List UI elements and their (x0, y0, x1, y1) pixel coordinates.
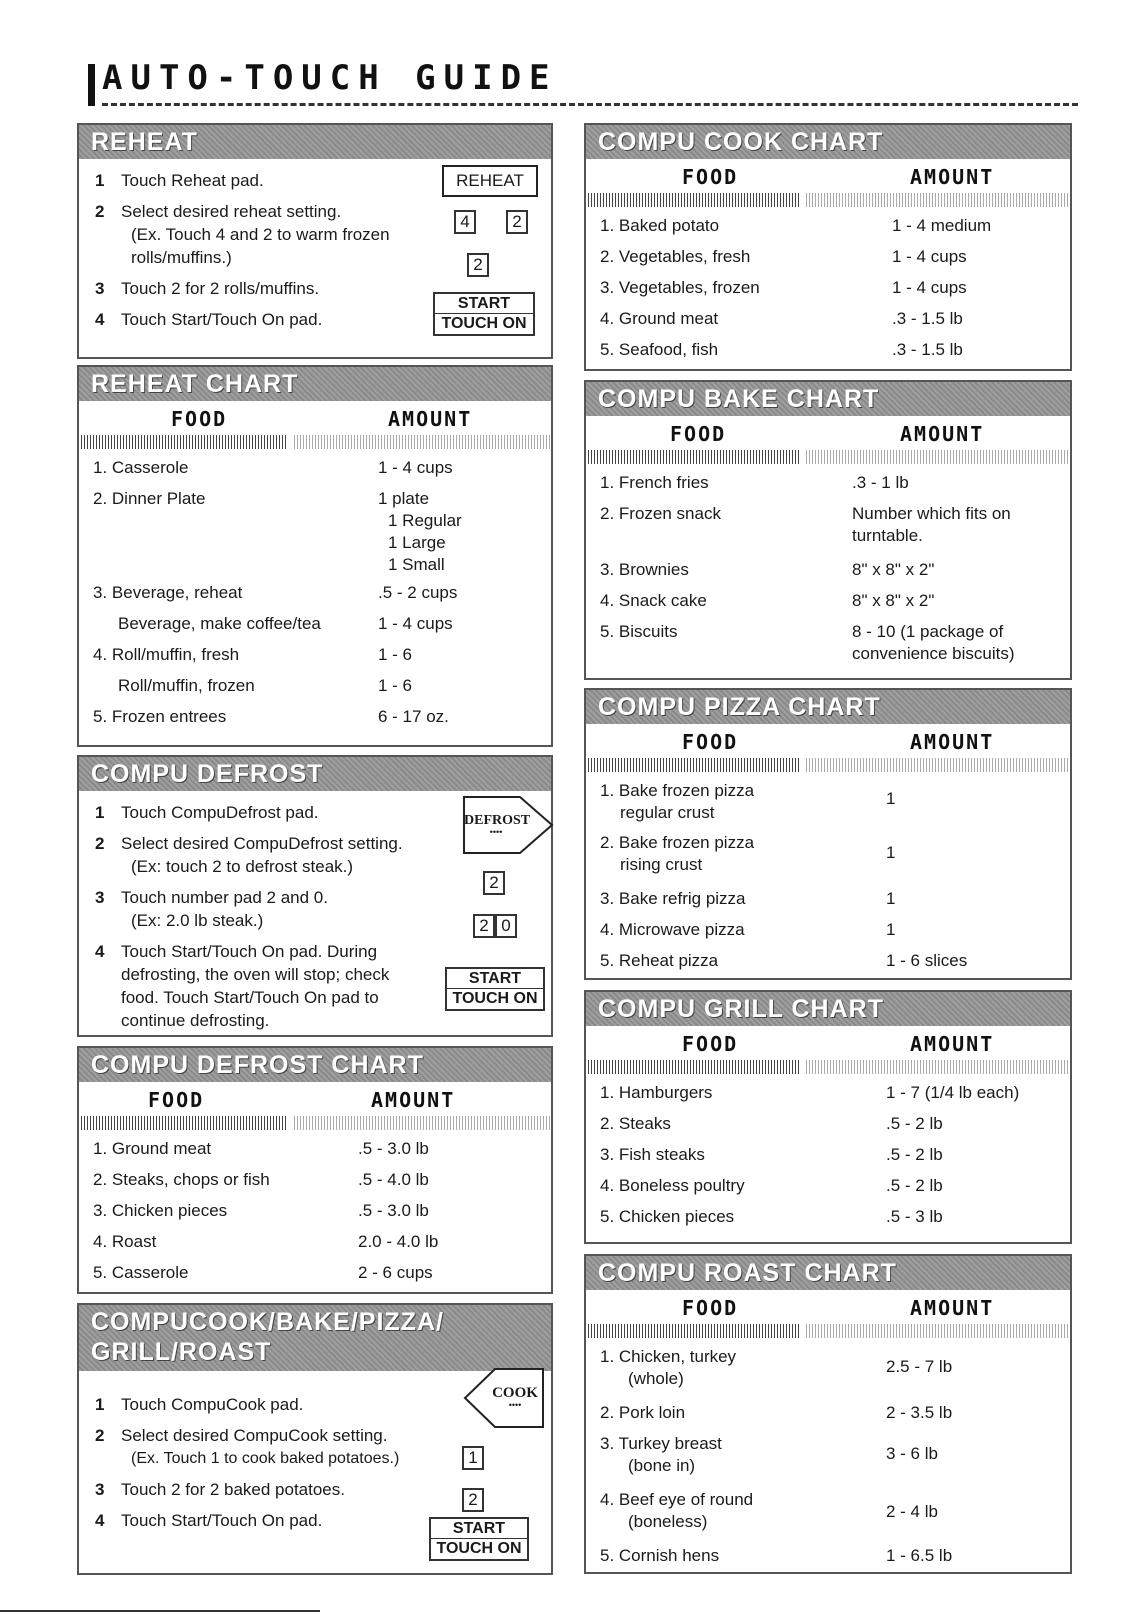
header-line-2: GRILL/ROAST (91, 1338, 272, 1366)
food-line: 1. Bake frozen pizza (600, 781, 755, 800)
compu-grill-chart-panel (584, 990, 1072, 1244)
amount-line: Number which fits on (852, 504, 1011, 523)
compu-grill-chart-rows (586, 1074, 1070, 1233)
compu-bake-chart-header: COMPU BAKE CHART (586, 382, 1070, 416)
amount-column-header: AMOUNT (910, 730, 995, 754)
food-column-header: FOOD (682, 730, 739, 754)
chart-column-headers (600, 165, 1056, 193)
step-number: 4 (95, 1511, 105, 1530)
chart-column-headers (600, 1032, 1056, 1060)
food-cell (600, 1489, 870, 1533)
amount-cell: 1 - 4 cups (892, 247, 967, 266)
table-row (93, 1134, 541, 1165)
amount-cell: 1 - 4 cups (378, 614, 453, 633)
food-line: 3. Turkey breast (600, 1434, 722, 1453)
food-cell: 4. Microwave pizza (600, 920, 745, 939)
amount-cell: 2 - 6 cups (358, 1263, 433, 1282)
food-cell: 2. Steaks, chops or fish (93, 1170, 270, 1189)
start-touch-on-key (433, 292, 535, 336)
food-cell: 1. Ground meat (93, 1139, 212, 1158)
amount-cell: .5 - 3.0 lb (358, 1139, 429, 1158)
reheat-chart-rows (79, 449, 551, 733)
table-row (93, 1196, 541, 1227)
food-cell (600, 1433, 870, 1477)
amount-cell: 3 - 6 lb (886, 1444, 938, 1463)
bottom-rule (0, 1610, 320, 1612)
step-text: Select desired reheat setting. (121, 202, 342, 221)
table-row (600, 499, 1060, 555)
header-stripe (588, 1060, 1070, 1074)
step-number: 3 (95, 279, 105, 298)
food-cell: 5. Seafood, fish (600, 340, 719, 359)
amount-cell: 1 - 6.5 lb (886, 1546, 953, 1565)
food-cell: 3. Brownies (600, 560, 689, 579)
step-text: defrosting, the oven will stop; check (121, 965, 390, 984)
amount-cell (852, 621, 1015, 665)
amount-cell: 1 - 4 cups (378, 458, 453, 477)
food-cell: 4. Boneless poultry (600, 1176, 745, 1195)
title-dashed-rule (102, 103, 1078, 106)
food-cell (600, 832, 870, 876)
step-number: 2 (95, 1426, 105, 1445)
reheat-key: REHEAT (442, 165, 538, 197)
touch-on-label: TOUCH ON (447, 988, 543, 1008)
amount-cell: 2.5 - 7 lb (886, 1357, 953, 1376)
food-column-header: FOOD (682, 1296, 739, 1320)
compu-roast-chart-rows (586, 1338, 1070, 1572)
table-row (93, 453, 541, 484)
header-stripe (81, 435, 551, 449)
food-column-header: FOOD (148, 1088, 205, 1112)
number-key-2: 2 (473, 914, 495, 938)
food-column-header: FOOD (682, 1032, 739, 1056)
amount-column-header: AMOUNT (900, 422, 985, 446)
start-label: START (468, 970, 522, 987)
food-column-header: FOOD (670, 422, 727, 446)
table-row (600, 617, 1060, 667)
amount-cell: .5 - 2 lb (886, 1145, 943, 1164)
start-label: START (457, 295, 511, 312)
table-row (93, 640, 541, 671)
cook-key-dots: •••• (508, 1400, 522, 1410)
table-row (93, 671, 541, 702)
step-text: (Ex. Touch 4 and 2 to warm frozen (131, 225, 390, 244)
step-number: 3 (95, 888, 105, 907)
food-cell: 1. Hamburgers (600, 1083, 713, 1102)
food-cell: 4. Roll/muffin, fresh (93, 645, 240, 664)
touch-on-label: TOUCH ON (435, 313, 533, 333)
food-line: 2. Bake frozen pizza (600, 833, 755, 852)
number-key-2: 2 (462, 1488, 484, 1512)
compu-bake-chart-rows (586, 464, 1070, 667)
amount-line: turntable. (852, 526, 923, 545)
food-cell: 4. Roast (93, 1232, 157, 1251)
amount-cell: .5 - 2 lb (886, 1176, 943, 1195)
table-row (600, 915, 1060, 946)
amount-line: 1 Large (388, 533, 446, 552)
table-row (600, 1398, 1060, 1429)
food-cell (600, 1346, 870, 1390)
amount-cell: .3 - 1 lb (852, 473, 909, 492)
amount-cell: 2 - 3.5 lb (886, 1403, 953, 1422)
table-row (93, 578, 541, 609)
food-cell: 4. Snack cake (600, 591, 707, 610)
amount-line: convenience biscuits) (852, 644, 1015, 663)
chart-column-headers (600, 1296, 1056, 1324)
amount-cell: 8" x 8" x 2" (852, 560, 935, 579)
defrost-key-dots: •••• (489, 827, 503, 837)
food-cell: 5. Reheat pizza (600, 951, 719, 970)
compu-defrost-chart-rows (79, 1130, 551, 1289)
table-row (600, 1140, 1060, 1171)
food-column-header: FOOD (171, 407, 228, 431)
amount-cell: .3 - 1.5 lb (892, 340, 963, 359)
food-cell: 2. Steaks (600, 1114, 671, 1133)
amount-column-header: AMOUNT (910, 165, 995, 189)
amount-cell: .5 - 2 lb (886, 1114, 943, 1133)
table-row (600, 468, 1060, 499)
food-cell: 2. Pork loin (600, 1403, 686, 1422)
food-cell: 3. Fish steaks (600, 1145, 705, 1164)
amount-cell: 1 - 7 (1/4 lb each) (886, 1083, 1020, 1102)
food-cell: 1. French fries (600, 473, 709, 492)
step-number: 1 (95, 171, 105, 190)
food-cell: Roll/muffin, frozen (118, 676, 255, 695)
table-row (600, 1541, 1060, 1572)
step-text: Touch Reheat pad. (121, 171, 264, 190)
compucook-multi-header (79, 1305, 551, 1371)
amount-cell: 1 - 6 (378, 676, 413, 695)
compu-defrost-chart-header: COMPU DEFROST CHART (79, 1048, 551, 1082)
food-cell: 3. Vegetables, frozen (600, 278, 760, 297)
start-touch-on-key (429, 1517, 529, 1561)
table-row (600, 1109, 1060, 1140)
compu-roast-chart-header: COMPU ROAST CHART (586, 1256, 1070, 1290)
compu-cook-chart-header: COMPU COOK CHART (586, 125, 1070, 159)
header-stripe (588, 193, 1070, 207)
amount-cell: 8" x 8" x 2" (852, 591, 935, 610)
food-line: 1. Chicken, turkey (600, 1347, 737, 1366)
step-number: 2 (95, 834, 105, 853)
header-stripe (588, 758, 1070, 772)
compu-cook-chart-panel (584, 123, 1072, 371)
compu-roast-chart-panel (584, 1254, 1072, 1574)
amount-cell: 1 (886, 889, 896, 908)
header-stripe (81, 1116, 551, 1130)
number-key-4: 4 (454, 210, 476, 234)
reheat-chart-panel (77, 365, 553, 747)
step-text: Touch Start/Touch On pad. During (121, 942, 378, 961)
food-column-header: FOOD (682, 165, 739, 189)
food-cell: 1. Casserole (93, 458, 189, 477)
amount-cell: 6 - 17 oz. (378, 707, 449, 726)
amount-cell: 1 - 6 slices (886, 951, 968, 970)
number-key-2: 2 (506, 210, 528, 234)
compu-grill-chart-header: COMPU GRILL CHART (586, 992, 1070, 1026)
table-row (600, 1202, 1060, 1233)
table-row (93, 609, 541, 640)
step-number: 1 (95, 1395, 105, 1414)
food-cell: 5. Biscuits (600, 622, 678, 641)
amount-cell: 1 - 4 medium (892, 216, 992, 235)
amount-cell: 1 - 4 cups (892, 278, 967, 297)
table-row (600, 242, 1060, 273)
food-cell: 2. Vegetables, fresh (600, 247, 751, 266)
table-row (600, 946, 1060, 977)
amount-cell: 1 (886, 920, 896, 939)
compu-bake-chart-panel (584, 380, 1072, 680)
touch-on-label: TOUCH ON (431, 1538, 527, 1558)
table-row (600, 555, 1060, 586)
chart-column-headers (600, 422, 1056, 450)
header-stripe (588, 450, 1070, 464)
food-line: 4. Beef eye of round (600, 1490, 754, 1509)
step-number: 3 (95, 1480, 105, 1499)
compu-pizza-chart-header: COMPU PIZZA CHART (586, 690, 1070, 724)
amount-column-header: AMOUNT (910, 1032, 995, 1056)
food-cell: 3. Chicken pieces (93, 1201, 228, 1220)
amount-line: 1 Regular (388, 511, 462, 530)
table-row (600, 884, 1060, 915)
table-row (93, 1258, 541, 1289)
food-cell: 5. Casserole (93, 1263, 189, 1282)
food-line: regular crust (620, 803, 715, 822)
chart-column-headers (93, 1088, 537, 1116)
number-key-0: 0 (495, 914, 517, 938)
step-text: rolls/muffins.) (131, 248, 232, 267)
food-line: (whole) (628, 1369, 684, 1388)
chart-column-headers (93, 407, 537, 435)
table-row (93, 1227, 541, 1258)
step-text: Touch CompuCook pad. (121, 1395, 304, 1414)
table-row (93, 1165, 541, 1196)
amount-cell: .5 - 2 cups (378, 583, 458, 602)
amount-cell: 1 (886, 843, 896, 862)
table-row (600, 1078, 1060, 1109)
step-text: continue defrosting. (121, 1011, 270, 1030)
food-cell: 2. Dinner Plate (93, 489, 206, 508)
page-title (88, 58, 1078, 108)
number-key-1: 1 (462, 1446, 484, 1470)
step-text: Touch Start/Touch On pad. (121, 310, 323, 329)
amount-line: 1 plate (378, 489, 430, 508)
compu-defrost-chart-panel (77, 1046, 553, 1294)
table-row (600, 1342, 1060, 1398)
title-bar (88, 64, 95, 106)
step-text: (Ex: 2.0 lb steak.) (131, 911, 264, 930)
food-line: rising crust (620, 855, 703, 874)
number-key-2: 2 (467, 253, 489, 277)
amount-cell: .5 - 4.0 lb (358, 1170, 429, 1189)
chart-column-headers (600, 730, 1056, 758)
food-cell: 2. Frozen snack (600, 504, 721, 523)
reheat-panel (77, 123, 553, 359)
food-cell (600, 780, 870, 824)
header-stripe (588, 1324, 1070, 1338)
amount-column-header: AMOUNT (388, 407, 473, 431)
amount-cell: .5 - 3 lb (886, 1207, 943, 1226)
step-number: 4 (95, 942, 105, 961)
defrost-key-label: DEFROST (464, 813, 531, 828)
step-text: Touch 2 for 2 rolls/muffins. (121, 279, 320, 298)
amount-cell: 1 (886, 789, 896, 808)
amount-cell: 2.0 - 4.0 lb (358, 1232, 439, 1251)
amount-cell (378, 488, 462, 576)
amount-cell: .3 - 1.5 lb (892, 309, 963, 328)
step-text: (Ex. Touch 1 to cook baked potatoes.) (131, 1450, 400, 1467)
step-text: Touch CompuDefrost pad. (121, 803, 319, 822)
food-cell: 1. Baked potato (600, 216, 720, 235)
reheat-chart-header: REHEAT CHART (79, 367, 551, 401)
table-row (600, 1171, 1060, 1202)
table-row (600, 335, 1060, 366)
table-row (600, 211, 1060, 242)
step-text: Select desired CompuDefrost setting. (121, 834, 403, 853)
food-line: (boneless) (628, 1512, 708, 1531)
amount-cell: 1 - 6 (378, 645, 413, 664)
table-row (600, 1485, 1060, 1541)
start-label: START (452, 1520, 506, 1537)
food-cell: 5. Chicken pieces (600, 1207, 735, 1226)
reheat-header: REHEAT (79, 125, 551, 159)
amount-line: 1 Small (388, 555, 445, 574)
food-cell: Beverage, make coffee/tea (118, 614, 321, 633)
food-line: (bone in) (628, 1456, 696, 1475)
amount-column-header: AMOUNT (371, 1088, 456, 1112)
compu-cook-chart-rows (586, 207, 1070, 366)
table-row (93, 702, 541, 733)
compu-pizza-chart-panel (584, 688, 1072, 980)
compu-defrost-panel (77, 755, 553, 1037)
table-row (600, 273, 1060, 304)
compu-pizza-chart-rows (586, 772, 1070, 977)
compu-defrost-header: COMPU DEFROST (79, 757, 551, 791)
food-cell: 5. Frozen entrees (93, 707, 227, 726)
compucook-multi-panel (77, 1303, 553, 1575)
amount-column-header: AMOUNT (910, 1296, 995, 1320)
number-key-2: 2 (483, 871, 505, 895)
step-text: food. Touch Start/Touch On pad to (121, 988, 379, 1007)
amount-cell (852, 503, 1011, 547)
table-row (600, 828, 1060, 884)
food-cell: 4. Ground meat (600, 309, 719, 328)
step-text: Touch Start/Touch On pad. (121, 1511, 323, 1530)
amount-line: 8 - 10 (1 package of (852, 622, 1004, 641)
table-row (600, 304, 1060, 335)
step-number: 2 (95, 202, 105, 221)
table-row (600, 1429, 1060, 1485)
step-number: 4 (95, 310, 105, 329)
step-text: Touch 2 for 2 baked potatoes. (121, 1480, 345, 1499)
step-text: (Ex: touch 2 to defrost steak.) (131, 857, 354, 876)
page-title-text: AUTO-TOUCH GUIDE (102, 58, 558, 98)
table-row (600, 586, 1060, 617)
food-cell: 5. Cornish hens (600, 1546, 720, 1565)
step-text: Touch number pad 2 and 0. (121, 888, 328, 907)
step-text: Select desired CompuCook setting. (121, 1426, 388, 1445)
food-cell: 3. Bake refrig pizza (600, 889, 746, 908)
table-row (600, 776, 1060, 828)
cook-key-label: COOK (492, 1385, 538, 1401)
step-number: 1 (95, 803, 105, 822)
header-line-1: COMPUCOOK/BAKE/PIZZA/ (91, 1308, 444, 1336)
amount-cell: .5 - 3.0 lb (358, 1201, 429, 1220)
table-row (93, 484, 541, 578)
amount-cell: 2 - 4 lb (886, 1502, 938, 1521)
food-cell: 3. Beverage, reheat (93, 583, 243, 602)
start-touch-on-key (445, 967, 545, 1011)
